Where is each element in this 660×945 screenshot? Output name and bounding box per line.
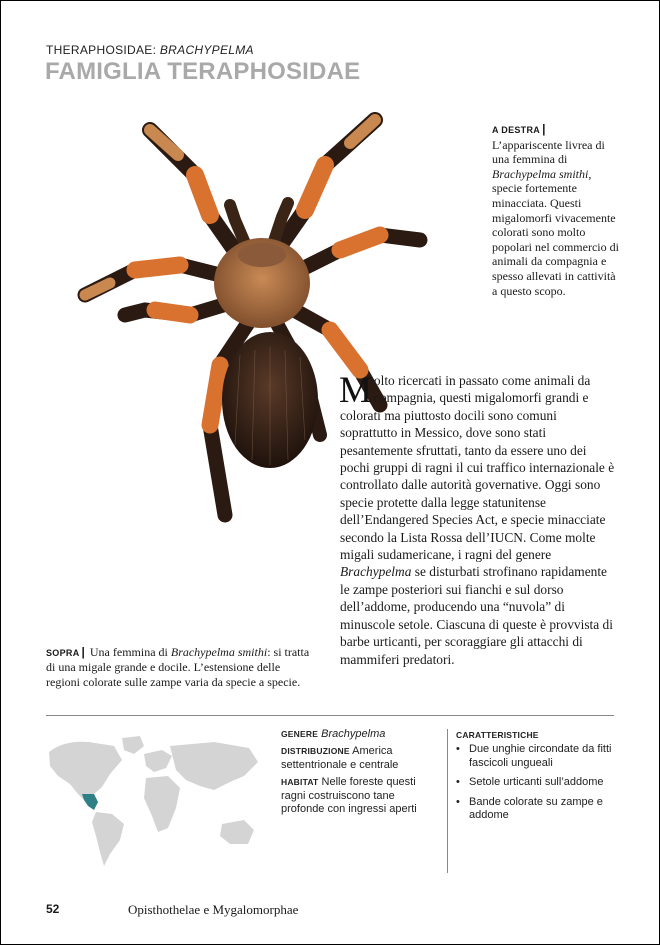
info-distribution — [281, 745, 441, 772]
caption-left-species: Brachypelma smithi — [170, 645, 268, 659]
caption-right-text-after: , specie fortemente minacciata. Questi migalomorfi vivacemente colorati sono molto popolari nel commercio di animali da compagnia e spesso allevati in cattività a questo scopo. — [492, 166, 619, 298]
distribution-map — [44, 732, 266, 872]
traits-list — [456, 743, 618, 822]
horizontal-divider — [46, 715, 614, 716]
distribution-value: America settentrionale e centrale — [281, 745, 399, 771]
drop-cap: M — [339, 370, 372, 411]
caption-right-text-before: L’appariscente livrea di una femmina di — [492, 137, 605, 167]
map-highlight-range — [82, 794, 98, 810]
map-australia — [220, 820, 254, 844]
page-number: 52 — [46, 902, 60, 916]
section-title: Opisthothelae e Mygalomorphae — [128, 902, 299, 917]
caption-right — [492, 122, 620, 298]
vertical-divider — [447, 729, 448, 873]
info-habitat — [281, 776, 441, 816]
header-kicker — [46, 43, 254, 57]
trait-item: • Setole urticanti sull’addome — [456, 776, 618, 789]
page-title: FAMIGLIA TERAPHOSIDAE — [45, 58, 361, 85]
map-africa — [144, 776, 180, 832]
caption-right-separator: | — [542, 122, 546, 136]
caption-left-text-after: : si tratta di una migale grande e docile. L’estensione delle regioni colorate sulle zampe varia da specie a specie. — [46, 645, 310, 689]
body-genus: Brachypelma — [340, 564, 412, 580]
kicker-genus: BRACHYPELMA — [159, 43, 254, 57]
caption-right-label: A DESTRA — [492, 125, 541, 135]
caption-left-label: SOPRA — [46, 648, 80, 658]
kicker-family: THERAPHOSIDAE: — [46, 43, 157, 57]
distribution-label: DISTRIBUZIONE — [281, 746, 350, 757]
traits-label: CARATTERISTICHE — [456, 730, 539, 740]
map-europe — [144, 750, 172, 772]
genus-value: Brachypelma — [321, 728, 386, 740]
genus-label: GENERE — [281, 729, 319, 739]
map-south-america — [92, 812, 124, 866]
body-text-part-1: olto ricercati in passato come animali da compagnia, questi migalomorfi grandi e colorati ma piuttosto docili sono comuni soprattutto in Messico, dove sono stati pesantemente sfruttati, tanto da essere uno dei pochi gruppi di ragni il cui traffico internazionale è controllato dalle autorità governative. Oggi sono specie protette dalla legge statunitense dell’Endangered Species Act, e specie minacciate secondo la Lista Rossa dell’IUCN. Come molte migali sudamericane, i ragni del genere — [340, 373, 615, 563]
caption-right-species: Brachypelma smithi — [492, 166, 589, 181]
caption-left-separator: | — [81, 645, 85, 659]
caption-left-text-before: Una femmina di — [89, 645, 171, 659]
trait-item: • Due unghie circondate da fitti fascicoli ungueali — [456, 743, 618, 770]
traits-box — [456, 729, 618, 828]
habitat-label: HABITAT — [281, 777, 319, 788]
habitat-value: Nelle foreste questi ragni costruiscono tane profonde con ingressi aperti — [281, 776, 417, 816]
map-asia — [170, 742, 258, 790]
body-text-part-2: se disturbati strofinano rapidamente le zampe posteriori sui fianchi e sul dorso dell’addome, producendo una “nuvola” di minuscole setole. Ciascuna di queste è provvista di barbe urticanti, per scoraggiare gli attacchi di mammiferi predatori. — [340, 564, 613, 667]
main-body-text — [340, 372, 615, 668]
info-genus — [281, 728, 441, 741]
map-north-america — [49, 742, 122, 802]
info-box — [281, 728, 441, 820]
trait-item: • Bande colorate su zampe e addome — [456, 796, 618, 823]
caption-left — [46, 645, 311, 689]
map-greenland — [122, 736, 144, 754]
